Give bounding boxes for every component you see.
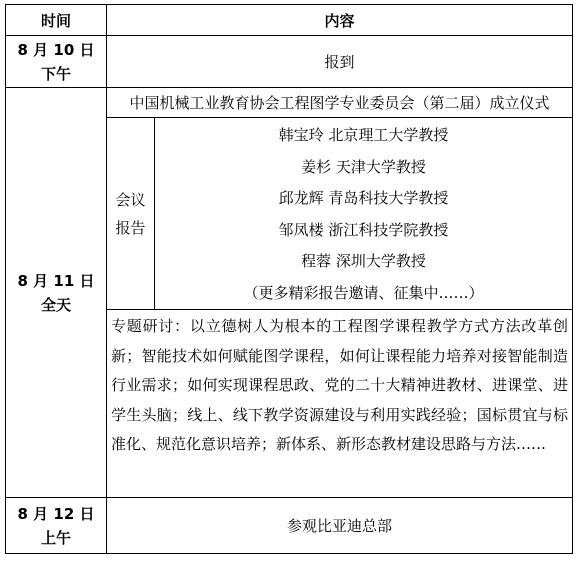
time-cell [6,498,107,554]
table-header-row [6,5,573,36]
header-time: 时间 [6,5,107,36]
speaker-item: （更多精彩报告邀请、征集中……） [243,283,484,302]
speaker-item: 邹凤楼 浙江科技学院教授 [278,220,449,239]
time-cell [6,88,107,498]
speaker-item: 姜杉 天津大学教授 [301,157,426,176]
time-period: 全天 [40,295,71,314]
time-period: 下午 [40,64,71,83]
table-row [6,36,573,88]
header-content: 内容 [107,5,573,36]
speaker-item: 程蓉 深圳大学教授 [301,252,426,270]
content-cell: 参观比亚迪总部 [107,498,573,554]
speakers-cell [155,118,573,310]
time-date: 8 月 11 日 [17,271,95,290]
ceremony-cell: 中国机械工业教育协会工程图学专业委员会（第二届）成立仪式 [107,88,573,118]
table-row [6,498,573,554]
schedule-table [5,4,573,554]
time-period: 上午 [40,528,71,547]
topic-cell: 专题研讨：以立德树人为根本的工程图学课程教学方式方法改革创新；智能技术如何赋能图学课程，如何让课程能力培养对接智能制造行业需求；如何实现课程思政、党的二十大精神进教材、进课堂、进学生头脑；线上、线下教学资源建设与利用实践经验；国标贯宜与标准化、规范化意识培养；新体系、新形态教材建设思路与方法…… [107,310,573,498]
time-date: 8 月 12 日 [17,504,95,523]
speaker-item: 韩宝玲 北京理工大学教授 [278,126,449,144]
time-date: 8 月 10 日 [17,40,95,59]
speaker-item: 邱龙辉 青岛科技大学教授 [278,189,449,207]
report-label-line: 会议 [115,190,146,209]
content-cell: 报到 [107,36,573,88]
report-label-cell [107,118,155,310]
time-cell [6,36,107,88]
table-row [6,88,573,118]
report-label-line: 报告 [115,218,146,237]
